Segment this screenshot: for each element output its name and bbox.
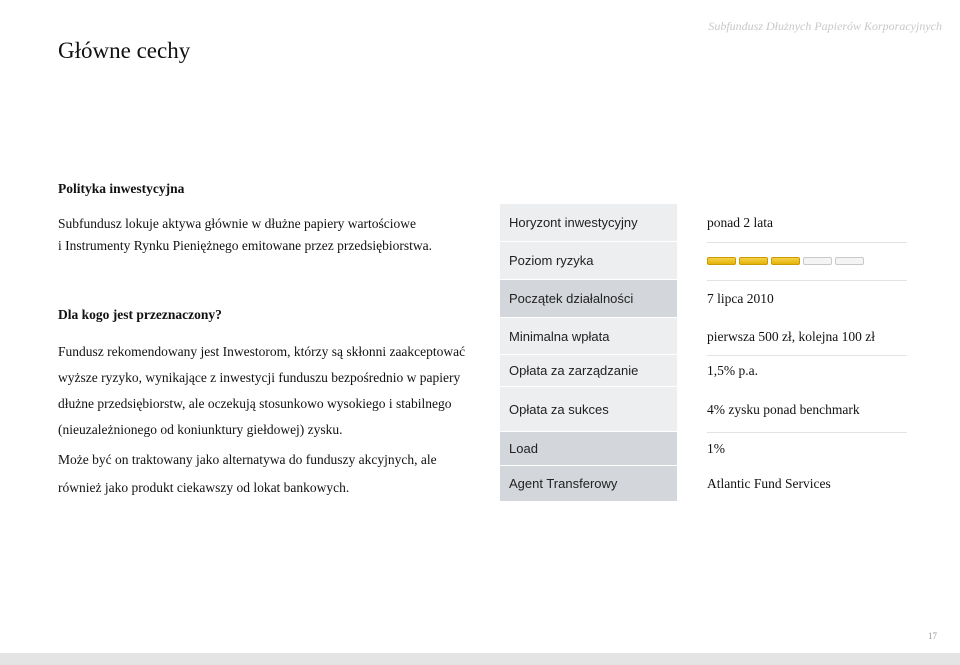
audience-line: wyższe ryzyko, wynikające z inwestycji funduszu bezpośrednio w papiery: [58, 370, 461, 385]
policy-section: [58, 181, 478, 197]
page-number: 17: [928, 631, 937, 641]
footer-bar: [0, 653, 960, 665]
row-label: Poziom ryzyka: [500, 242, 677, 280]
table-row-load: [500, 432, 907, 466]
risk-segment-filled: [707, 257, 736, 265]
audience-line: (nieuzależnionego od koniunktury giełdowej) zysku.: [58, 422, 343, 437]
risk-level-bar: [707, 257, 864, 265]
audience-text: [58, 339, 478, 443]
audience-section: [58, 307, 478, 323]
policy-line: Subfundusz lokuje aktywa głównie w dłużne papiery wartościowe: [58, 216, 417, 231]
page-title: Główne cechy: [58, 38, 191, 63]
table-row-mgmt-fee: [500, 355, 907, 387]
table-row-transfer-agent: [500, 466, 907, 502]
audience-extra-line: również jako produkt ciekawszy od lokat bankowych.: [58, 480, 350, 495]
row-value: Atlantic Fund Services: [707, 476, 831, 491]
row-label: Minimalna wpłata: [500, 318, 677, 355]
row-value: 4% zysku ponad benchmark: [707, 387, 907, 433]
row-value: 1%: [707, 441, 725, 456]
row-value: ponad 2 lata: [707, 204, 907, 243]
risk-segment-empty: [803, 257, 832, 265]
table-row-risk: [500, 242, 907, 280]
row-label: Początek działalności: [500, 280, 677, 318]
audience-extra-line: Może być on traktowany jako alternatywa do funduszy akcyjnych, ale: [58, 452, 437, 467]
risk-segment-filled: [739, 257, 768, 265]
policy-line: i Instrumenty Rynku Pieniężnego emitowane przez przedsiębiorstwa.: [58, 238, 432, 253]
table-row-horizon: [500, 204, 907, 242]
row-label: Horyzont inwestycyjny: [500, 204, 677, 242]
row-value: pierwsza 500 zł, kolejna 100 zł: [707, 318, 907, 356]
row-label: Opłata za zarządzanie: [500, 355, 677, 387]
table-row-start: [500, 280, 907, 318]
row-value: 1,5% p.a.: [707, 363, 758, 378]
row-label: Opłata za sukces: [500, 387, 677, 432]
audience-heading: Dla kogo jest przeznaczony?: [58, 307, 222, 322]
risk-segment-filled: [771, 257, 800, 265]
row-value: 7 lipca 2010: [707, 291, 774, 306]
table-row-min-payment: [500, 318, 907, 355]
audience-line: Fundusz rekomendowany jest Inwestorom, którzy są skłonni zaakceptować: [58, 344, 466, 359]
table-row-success-fee: [500, 387, 907, 432]
risk-indicator: [707, 242, 907, 281]
audience-extra-text: [58, 446, 478, 502]
row-label: Agent Transferowy: [500, 466, 677, 502]
fund-facts-table: [500, 204, 907, 502]
policy-text: [58, 211, 478, 259]
policy-heading: Polityka inwestycyjna: [58, 181, 185, 196]
risk-segment-empty: [835, 257, 864, 265]
document-subtitle: Subfundusz Dłużnych Papierów Korporacyjnych: [708, 19, 942, 33]
row-label: Load: [500, 432, 677, 466]
audience-line: dłużne przedsiębiorstw, ale oczekują stosunkowo wysokiego i stabilnego: [58, 396, 452, 411]
